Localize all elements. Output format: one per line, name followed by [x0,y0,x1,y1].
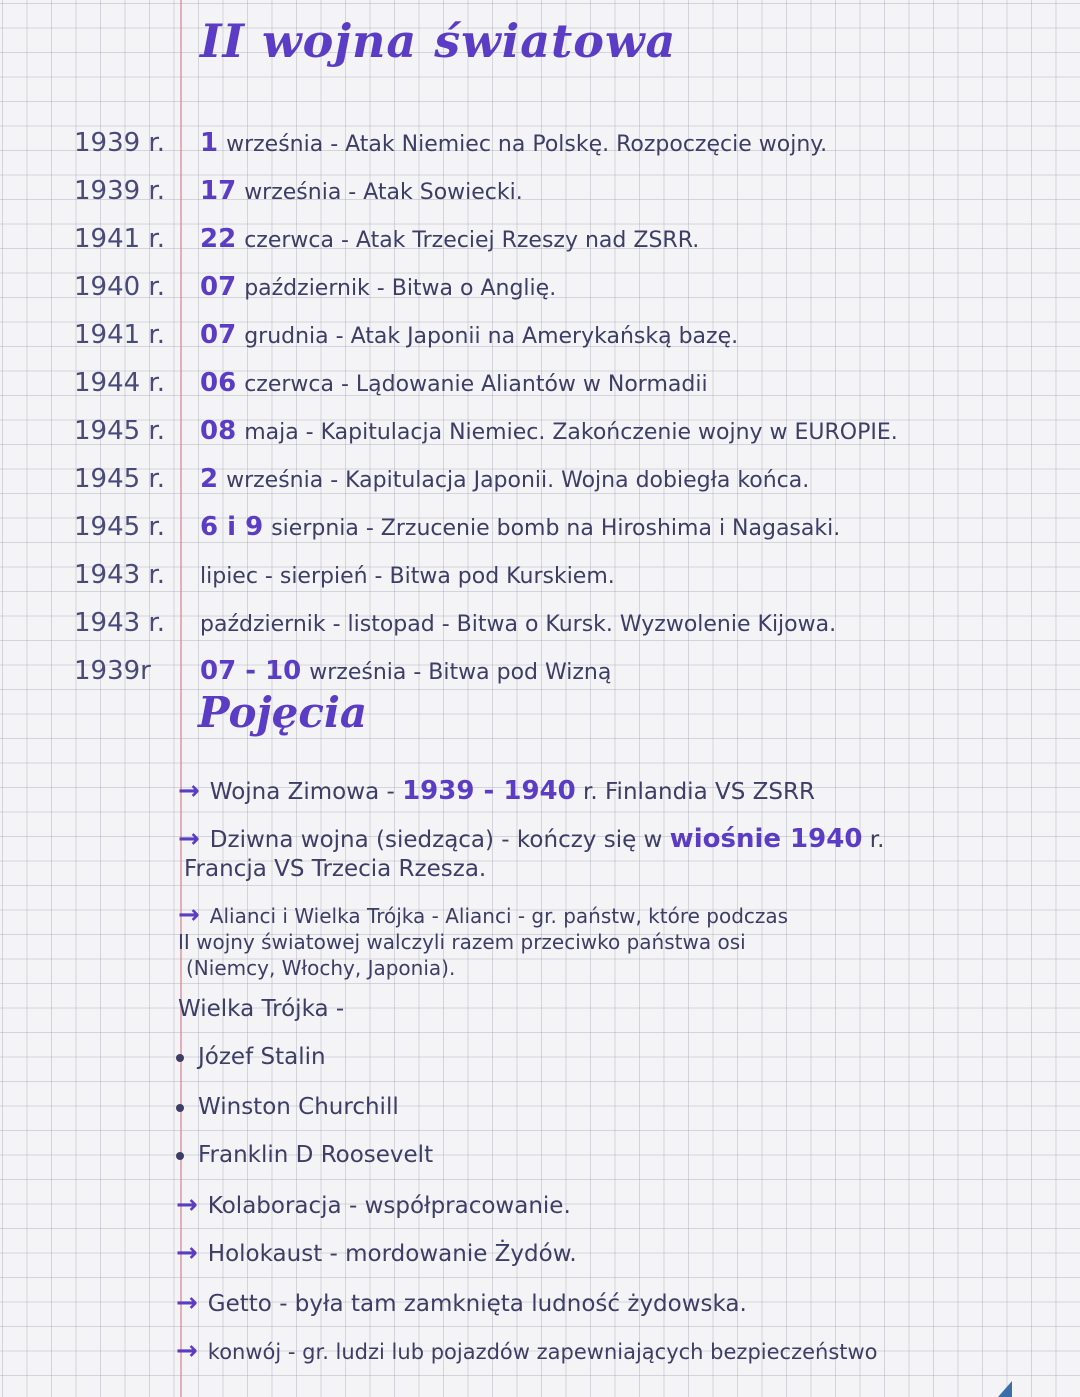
timeline-day [200,608,836,638]
timeline-desc: maja - Kapitulacja Niemiec. Zakończenie wojny w EUROPIE. [244,420,898,445]
note-convoy: → konwój - gr. ludzi lub pojazdów zapewniających bezpieczeństwo [176,1336,878,1366]
bullet-icon [176,1152,184,1160]
timeline-desc: września - Bitwa pod Wizną [309,660,612,685]
timeline-row [0,464,1080,504]
big-three-heading: Wielka Trójka - [178,996,345,1022]
timeline-day: 2 września - Kapitulacja Japonii. Wojna dobiegła końca. [200,464,810,494]
timeline-row [0,416,1080,456]
timeline-day: 1 września - Atak Niemiec na Polskę. Rozpoczęcie wojny. [200,128,828,158]
timeline-year: 1944 r. [74,368,165,398]
note-holocaust: → Holokaust - mordowanie Żydów. [176,1238,577,1268]
note-winter-war: → Wojna Zimowa - 1939 - 1940 r. Finlandia VS ZSRR [178,776,815,806]
timeline-day: 06 czerwca - Lądowanie Aliantów w Normadii [200,368,708,398]
timeline-desc: września - Atak Sowiecki. [244,180,523,205]
note-allies-line3: (Niemcy, Włochy, Japonia). [186,956,456,980]
timeline-day: 6 i 9 sierpnia - Zrzucenie bomb na Hiroshima i Nagasaki. [200,512,841,542]
timeline-day: 08 maja - Kapitulacja Niemiec. Zakończenie wojny w EUROPIE. [200,416,898,446]
timeline-day: 22 czerwca - Atak Trzeciej Rzeszy nad ZSRR. [200,224,700,254]
timeline-row [0,608,1080,648]
section-title: Pojęcia [198,688,368,737]
timeline-row [0,224,1080,264]
note-collaboration: → Kolaboracja - współpracowanie. [176,1190,571,1220]
timeline-row [0,512,1080,552]
timeline-day [200,560,615,590]
page-title: II wojna światowa [200,14,677,68]
timeline-day: 07 - 10 września - Bitwa pod Wizną [200,656,612,686]
timeline-year: 1945 r. [74,512,165,542]
timeline-desc: październik - listopad - Bitwa o Kursk. Wyzwolenie Kijowa. [200,612,837,637]
timeline-desc: września - Atak Niemiec na Polskę. Rozpoczęcie wojny. [226,132,828,157]
timeline-row [0,368,1080,408]
bullet-icon [176,1054,184,1062]
timeline-year: 1939 r. [74,176,165,206]
timeline-year: 1945 r. [74,416,165,446]
list-item: Franklin D Roosevelt [176,1142,433,1168]
arrow-icon: → [178,776,200,806]
arrow-icon: → [176,1288,198,1318]
timeline-year: 1939r [74,656,151,686]
list-item: Winston Churchill [176,1094,399,1120]
note-phoney-war-line2: Francja VS Trzecia Rzesza. [184,856,487,882]
corner-mark [998,1381,1012,1397]
timeline-desc: lipiec - sierpień - Bitwa pod Kurskiem. [200,564,615,589]
timeline-row [0,320,1080,360]
arrow-icon: → [178,824,200,854]
arrow-icon: → [176,1336,198,1366]
timeline-year: 1943 r. [74,560,165,590]
note-allies: → Alianci i Wielka Trójka - Alianci - gr. państw, które podczas [178,900,789,930]
timeline-row [0,176,1080,216]
timeline-row [0,560,1080,600]
timeline-desc: września - Kapitulacja Japonii. Wojna dobiegła końca. [226,468,810,493]
arrow-icon: → [178,900,200,930]
timeline-desc: czerwca - Lądowanie Aliantów w Normadii [244,372,708,397]
timeline-year: 1943 r. [74,608,165,638]
timeline-year: 1941 r. [74,320,165,350]
timeline-year: 1940 r. [74,272,165,302]
bullet-icon [176,1104,184,1112]
timeline-desc: październik - Bitwa o Anglię. [244,276,557,301]
list-item: Józef Stalin [176,1044,326,1070]
timeline-year: 1945 r. [74,464,165,494]
timeline-day: 17 września - Atak Sowiecki. [200,176,523,206]
note-ghetto: → Getto - była tam zamknięta ludność żydowska. [176,1288,747,1318]
arrow-icon: → [176,1238,198,1268]
timeline-year: 1939 r. [74,128,165,158]
timeline-row [0,128,1080,168]
note-phoney-war: → Dziwna wojna (siedząca) - kończy się w wiośnie 1940 r. [178,824,885,854]
arrow-icon: → [176,1190,198,1220]
timeline-desc: sierpnia - Zrzucenie bomb na Hiroshima i Nagasaki. [271,516,841,541]
note-allies-line2: II wojny światowej walczyli razem przeciwko państwa osi [178,930,746,954]
timeline-desc: grudnia - Atak Japonii na Amerykańską bazę. [244,324,739,349]
timeline-row [0,272,1080,312]
timeline-row [0,656,1080,696]
timeline-desc: czerwca - Atak Trzeciej Rzeszy nad ZSRR. [244,228,700,253]
timeline-day: 07 grudnia - Atak Japonii na Amerykańską bazę. [200,320,739,350]
timeline-day: 07 październik - Bitwa o Anglię. [200,272,557,302]
timeline-year: 1941 r. [74,224,165,254]
